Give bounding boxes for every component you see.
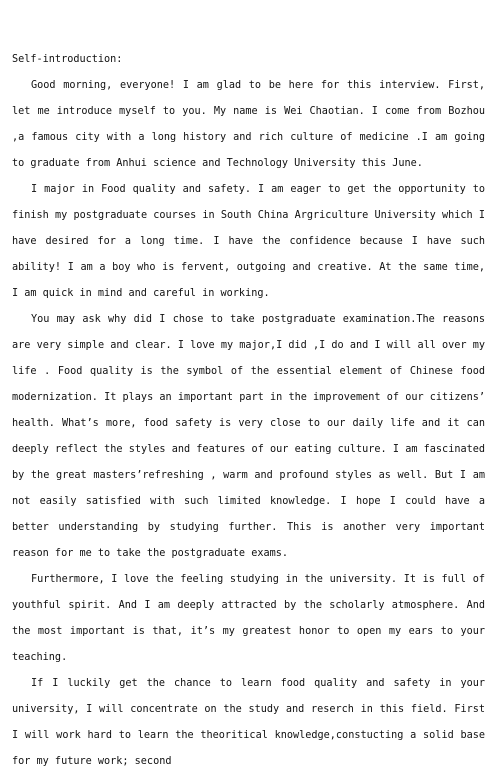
paragraph-greeting: Good morning, everyone! I am glad to be here for this interview. First, let me introduce myself to you. My name is Wei Chaotian. I come from Bozhou ,a famous city with a long history and rich culture of medicine .I am going to graduate from Anhui science and Technology University this June.	[12, 80, 485, 169]
document-page	[12, 47, 485, 775]
paragraph-reasons: You may ask why did I chose to take postgraduate examination.The reasons are very simple and clear. I love my major,I did ,I do and I will all over my life . Food quality is the symbol of the essential element of Chinese food modernization. It plays an important part in the improvement of our citizens’ health. What’s more, food safety is very close to our daily life and it can deeply reflect the styles and features of our eating culture. I am fascinated by the great masters’refreshing , warm and profound styles as well. But I am not easily satisfied with such limited knowledge. I hope I could have a better understanding by studying further. This is another very important reason for me to take the postgraduate exams.	[12, 314, 485, 559]
paragraph-major: I major in Food quality and safety. I am eager to get the opportunity to finish my postgraduate courses in South China Argriculture University which I have desired for a long time. I have the confidence because I have such ability! I am a boy who is fervent, outgoing and creative. At the same time, I am quick in mind and careful in working.	[12, 184, 485, 299]
document-heading: Self-introduction:	[12, 54, 123, 65]
paragraph-university: Furthermore, I love the feeling studying in the university. It is full of youthful spirit. And I am deeply attracted by the scholarly atmosphere. And the most important is that, it’s my greatest honor to open my ears to your teaching.	[12, 574, 485, 663]
paragraph-plans: If I luckily get the chance to learn food quality and safety in your university, I will concentrate on the study and reserch in this field. First I will work hard to learn the theoritical knowledge,constucting a solid base for my future work; second	[12, 678, 485, 767]
